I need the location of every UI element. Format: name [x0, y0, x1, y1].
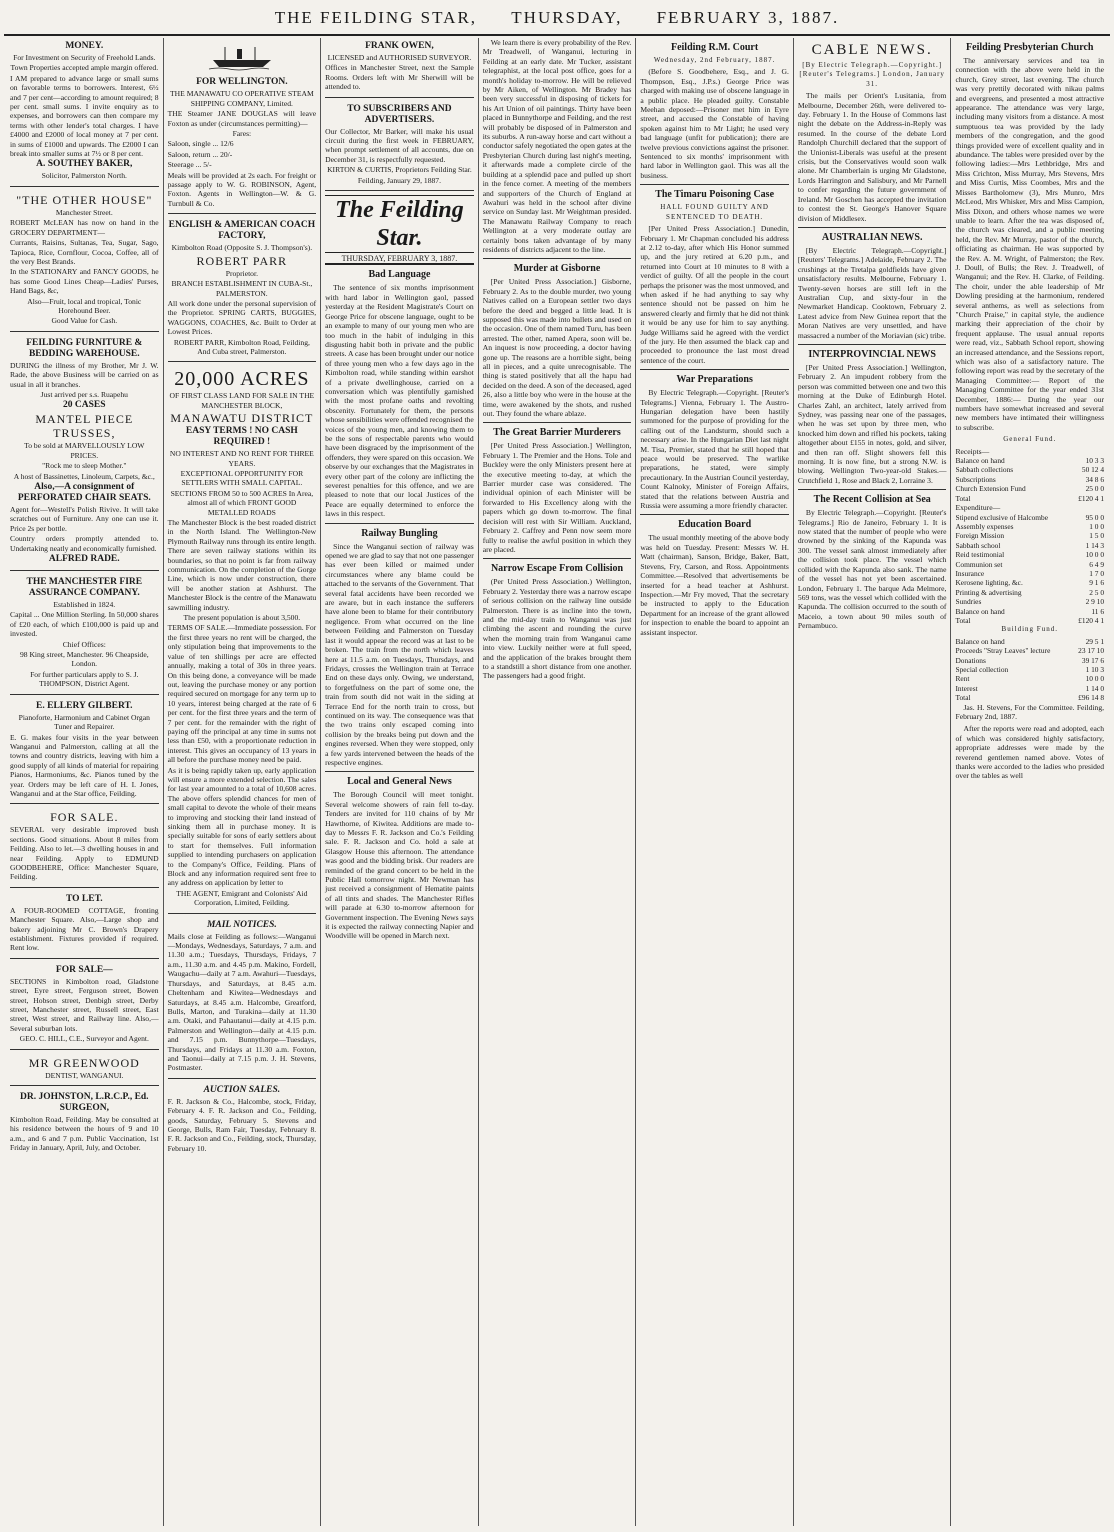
ad-title: MONEY.	[65, 41, 104, 51]
account-row	[955, 569, 1104, 578]
ad-line: Established in 1824.	[53, 600, 116, 610]
account-label: Total	[955, 493, 971, 503]
ad-line: For further particulars apply to S. J. THOMPSON, District Agent.	[30, 669, 139, 689]
account-row	[955, 522, 1104, 531]
ad-subtitle: Manchester Street.	[55, 207, 113, 217]
account-amount: 11 6	[1091, 606, 1105, 616]
article-title: The Timaru Poisoning Case	[655, 189, 775, 201]
ad-title: E. ELLERY GILBERT.	[36, 700, 133, 711]
account-row	[955, 494, 1104, 503]
mail-notices	[168, 917, 317, 1079]
account-row	[955, 513, 1104, 522]
account-label: Total	[955, 693, 971, 703]
article-body: (Per United Press Association.) Wellington, February 2. Yesterday there was a narrow escape of serious collision on the railway line outside Palmerston. There is as incline into the town, and the mid-day train to Wanganui was just climbing the ascent and rounding the curve when the morning train from Wanganui came into view. Luckily neither were at full speed, and the application of the brakes brought them to a standstill a short distance from one another. The passengers had a good fright.	[482, 577, 632, 681]
column-6	[793, 38, 951, 1526]
ad-fire-assurance	[10, 574, 159, 695]
account-label: Assembly expenses	[955, 521, 1014, 531]
ad-line: 20 CASES	[63, 400, 106, 411]
account-amount: 29 5 1	[1085, 636, 1105, 646]
accounts-label: Expenditure—	[955, 503, 1001, 513]
account-label: Sabbath school	[955, 540, 1001, 550]
divider	[640, 184, 789, 185]
article-body: By Electric Telegraph.—Copyright. [Reuter's Telegrams.] Rio de Janeiro, February 1. It is now stated that the number of people who were drowned by the sinking of the Kapunda was 300. The vessel sank almost immediately after the collision took place. The vessel which collided with the Kapunda also sank. The name of the vessel has not yet been ascertained. London, February 1. The barque Ada Melmore, 569 tons, was the vessel which collided with the Kapunda. The collision occurred to the south of Maceio, a town about 90 miles south of Pernambuco.	[797, 508, 947, 631]
ad-subscribers	[325, 101, 474, 191]
column-1	[6, 38, 163, 1526]
article-title: CABLE NEWS.	[811, 42, 933, 58]
ad-line: Also,—A consignment of PERFORATED CHAIR SEATS.	[17, 482, 151, 503]
newspaper-flag: The Feilding Star.	[325, 195, 474, 253]
ad-line: Town Properties accepted ample margin offered.	[10, 63, 159, 73]
ad-other-house	[10, 190, 159, 332]
account-label: Balance on hand	[955, 456, 1005, 466]
ad-body: Also—Fruit, local and tropical, Tonic Horehound Beer.	[27, 296, 142, 315]
ad-body: TERMS OF SALE.—Immediate possession. For the first three years no rent will be charged, the only stipulation being that improvements to the value of ten shillings per acre are effected annually, making a total of 30s in three years. On this being done, a conveyance will be made out, leaving the purchase money or any portion required secured on mortgage for any term up to 10 years, interest being charged at the rate of 6 per cent. for the first three years and the term of 7 per cent. for the remainder with the right of paying off the principal at any time in sums not less than £50, with a proportionate reduction in interest. This gives an occupancy of 13 years in all before the purchase money need be paid.	[167, 623, 317, 765]
ad-line: "Rock me to sleep Mother."	[42, 461, 127, 471]
account-row	[955, 684, 1104, 693]
article-title: Feilding R.M. Court	[670, 42, 759, 53]
account-amount: 1 7 0	[1089, 568, 1105, 578]
divider	[483, 258, 632, 259]
ad-signature: THE AGENT, Emigrant and Colonists' Aid Corporation, Limited, Feilding.	[176, 888, 308, 908]
ad-greenwood	[10, 1053, 159, 1086]
account-label: Subscriptions	[955, 474, 996, 484]
divider	[798, 489, 947, 490]
ad-money	[10, 38, 159, 187]
account-row	[955, 616, 1104, 625]
ad-line: SECTIONS FROM 50 to 500 ACRES In Area, almost all of which FRONT GOOD METALLED ROADS	[170, 488, 314, 517]
account-amount: 1 10 3	[1085, 665, 1105, 674]
article-signature: Jas. H. Stevens, For the Committee. Feilding, February 2nd, 1887.	[955, 702, 1105, 722]
ad-line: Solicitor, Palmerston North.	[41, 171, 127, 181]
ad-title: FOR SALE—	[55, 964, 113, 975]
account-amount: 9 1 6	[1089, 578, 1105, 588]
ad-body: Currants, Raisins, Sultanas, Tea, Sugar, Sago, Tapioca, Rice, Cornflour, Cocoa, Coffee, all of the very Best Brands.	[10, 238, 159, 266]
ad-title: MANTEL PIECE TRUSSES,	[35, 412, 134, 441]
article-subtitle: HALL FOUND GUILTY AND SENTENCED TO DEATH.	[660, 203, 769, 221]
ad-title: FOR SALE.	[50, 810, 119, 825]
ad-body: Agent for—Westell's Polish Rivive. It will take scratches out of Furniture. Any one can use it. Price 2s per bottle.	[10, 505, 159, 533]
account-amount: 2 9 10	[1085, 597, 1105, 607]
account-amount: 10 3 3	[1085, 456, 1105, 466]
flag-date: THURSDAY, FEBRUARY 3, 1887.	[325, 254, 474, 265]
ad-body: ROBERT McLEAN has now on hand in the GROCERY DEPARTMENT—	[10, 218, 159, 237]
page-columns	[6, 38, 1108, 1526]
account-label: Special collection	[955, 665, 1009, 674]
receipts-table	[955, 456, 1104, 503]
article-body: We learn there is every probability of the Rev. Mr Treadwell, of Wanganui, lecturing in Feilding at an early date. Mr Tucker, assistant telegraphist, at the local post office, goes for a month's holiday to-morrow. He will be relieved by Mr Aiken, of Wellington. Mr Bradey has been very successful in disposing of tickets for his Art Union of oil paintings. Thirty have been placed in Bunnythorpe and Feilding, and the rest will probably be disposed of in Palmerston and its suburbs. A run-away horse and cart without a conductor safely negotiated the open gates at the Presbyterian Church during last night's meeting, it afterwards made a complete circle of the building at a splendid pace and pulled up short in the fence corner. A meeting of the members and supporters of the Church of England at Awahuri was held in the school after divine service on Sunday last. Mr Weightman presided. The Manawatu Railway Company to reach Wellington at a very moderate outlay are certainly bons taken advantage of by many residents of districts adjacent to the line.	[482, 38, 632, 254]
account-amount: 39 17 6	[1081, 655, 1105, 665]
account-label: Sundries	[955, 597, 982, 607]
account-amount: 50 12 4	[1081, 465, 1105, 475]
account-row	[955, 665, 1104, 674]
ad-coach-factory	[168, 217, 317, 362]
column-3	[320, 38, 478, 1526]
account-row	[955, 531, 1104, 540]
ad-title: "THE OTHER HOUSE"	[16, 192, 153, 207]
accounts-heading: Building Fund.	[1001, 625, 1058, 634]
article-title: Feilding Presbyterian Church	[966, 42, 1094, 53]
ad-signature: GEO. C. HILL, C.E., Surveyor and Agent.	[19, 1034, 149, 1044]
article-dateline: Wednesday, 2nd February, 1887.	[653, 56, 776, 64]
account-label: Communion set	[955, 559, 1003, 569]
account-amount: 1 14 3	[1085, 540, 1105, 550]
account-label: Balance on hand	[955, 606, 1005, 616]
account-amount: 10 0 0	[1085, 550, 1105, 560]
divider	[325, 523, 474, 524]
account-label: Reid testimonial	[955, 550, 1005, 560]
column-5	[635, 38, 793, 1526]
ad-body: THE Steamer JANE DOUGLAS will leave Foxton as under (circumstances permitting)—	[167, 109, 317, 128]
divider	[325, 771, 474, 772]
divider	[798, 227, 947, 228]
ad-title: MR GREENWOOD	[28, 1055, 140, 1070]
ad-body: Capital ... One Million Sterling. In 50,000 shares of £20 each, of which £100,000 is paid up and invested.	[10, 610, 159, 639]
ad-line: NO INTEREST AND NO RENT FOR THREE YEARS.	[169, 449, 314, 468]
column-4	[478, 38, 636, 1526]
ad-body: A FOUR-ROOMED COTTAGE, fronting Manchester Square. Also,—Large shop and bakery adjoining Mr C. Brown's Drapery establishment. Fixtures provided if required. Rent low.	[10, 905, 159, 953]
steamship-icon	[207, 45, 277, 71]
account-amount: 10 0 0	[1085, 674, 1105, 684]
article-body: [Per United Press Association.] Wellington, February 1. The Premier and the Hons. Tole and Buckley were the only Ministers present here at the executive meeting to-day, at which the Barrier murder case was considered. The individual opinion of each Minister will be forwarded to His Excellency along with the papers which go down to-morrow. The final decision will rest with Sir William. Auckland, February 2. Caffrey and Penn now seem more fully to realise the awful position in which they are placed.	[482, 441, 632, 554]
account-row	[955, 588, 1104, 597]
ad-line: 98 King street, Manchester. 96 Cheapside, London.	[19, 650, 149, 669]
article-body: (Before S. Goodbehere, Esq., and J. G. Thompson, Esq., J.P.s.) George Price was charged with making use of obscene language in a public place. He pleaded guilty. Constable Meehan deposed:—Prisoner met him in Eyre street, and accused the Constable of having spoken against him to Mr Light; he used very bad language (unfit for publication); there are twelve previous convictions against the prisoner. Sentenced to six months' imprisonment with hard labor in Wellington gaol. This was all the business.	[640, 67, 789, 180]
account-row	[955, 465, 1104, 474]
account-amount: 1 14 0	[1085, 683, 1105, 693]
divider	[483, 422, 632, 423]
fare-line: Saloon, single ... 12/6	[167, 139, 234, 149]
ad-for-sale	[10, 807, 159, 887]
ad-subtitle: THE MANAWATU CO OPERATIVE STEAM SHIPPING COMPANY, Limited.	[170, 89, 314, 108]
ad-body: SEVERAL very desirable improved bush sections. Good situations. About 8 miles from Feilding. Also to let.—3 dwelling houses in and near Feilding. Apply to EDMUND GOODBEHERE, Office: Manchester Square, Feilding.	[10, 825, 159, 882]
account-amount: 1 0 0	[1089, 521, 1105, 531]
ad-title: TO LET.	[65, 893, 103, 904]
ad-subtitle: DENTIST, WANGANUI.	[45, 1070, 124, 1080]
article-body: The anniversary services and tea in connection with the above were held in the church, Grey street, last evening. The church was very prettily decorated with nikau palms and evergreens, and presented a most attractive appearance. The attendance was very large, including many visitors from a distance. A most sumptuous tea was provided by the lady members of the congregation, and the good things provided were of excellent quality and in abundance. The tables were presided over by the following ladies:—Mrs Lethbridge, Mrs and Miss Crichton, Miss Murray, Mrs Stevens, Mrs and Miss Curtis, Miss Coombes, Mrs and the Misses Bartholomew (3), Mrs Munro, Mrs McLeod, Mrs Whisker, Mrs and Miss Campion, Miss Dixon, and others whose names we were unable to learn. After the tea was disposed of, the church was cleared, and a public meeting held, the Rev. Mr Murray, pastor of the church, officiating as chairman. He was supported by the Rev. A. M. Wright, of Palmerston; the Rev. J. Doull, of Bulls; the Rev. J. Treadwell, of Wanganui; and the Rev. H. Clarke, of Feilding. The choir, under the able leadership of Mr Dowling presiding at the harmonium, rendered several anthems, as well as selections from "Church Praise," in capital style, the audience marking their appreciation of the choir by frequent applause. The usual annual reports were read, viz., Sabbath School report, showing an increased attendance, and the Sessions report, which was also of a satisfactory nature. The following report was read by the secretary of the Managing Committee:— Report of the Managing Committee for the year ended 31st December, 1886:— During the year our numbers have somewhat increased and several new members have intimated their willingness to subscribe.	[955, 56, 1105, 432]
account-row	[955, 656, 1104, 665]
article-body: [Per United Press Association.] Gisborne, February 2. As to the double murder, two young Natives called on a European settler two days before the deed and begged a little lead. It is supposed this was made into bullets and used on the occasion. One of them named Turu, has been arrested. The other, named Apera, soon will be. An inquest is now proceeding, a doctor having gone up. The reasons are a horrible sight, being all in pieces, and a quite unrecognisable. The thing is stated positively that all the hapu had decided on the deed. A son of the deceased, aged 26, also a little boy who were in the house at the time, were awakened by the shots, and rushed out. They found the whare ablaze.	[482, 277, 632, 419]
article-title: War Preparations	[676, 374, 753, 386]
ad-surveyor	[325, 38, 474, 98]
article-body: The sentence of six months imprisonment with hard labor in Wellington gaol, passed yesterday at the Resident Magistrate's Court on George Price for obscene language, ought to be an example to many of our young men who are too much in the habit of indulging in this disgusting habit both in private and the public streets. A case has been brought under our notice of three young men who a few days ago in the Kimbolton road, while standing within earshot of a private dwellinghouse, carried on a conversation which was plentifully garnished with the most profane oaths and revolting obscenity. Fortunately for them, the persons whose sensibilities were offended recognised the voices of the young men, and knowing them to be the sons of respectable parents who would have been disgraced by the imprisonment of the offenders, they were spared on this occasion. We observe by our exchanges that the Magistrates in every other part of the colony are inflicting the severest penalties for this offence, and we are pleased to note that our local Justices of the Peace are equally determined to enforce the laws in this respect.	[325, 283, 474, 519]
ad-signature: ROBERT PARR, Kimbolton Road, Feilding, And Cuba street, Palmerston.	[173, 337, 310, 356]
masthead	[0, 8, 1114, 28]
ad-line: EASY TERMS ! NO CASH REQUIRED !	[185, 426, 298, 448]
account-amount: 1 5 0	[1089, 531, 1105, 541]
ad-line: Feilding, January 29, 1887.	[357, 175, 441, 185]
ad-title: ROBERT PARR	[196, 253, 288, 268]
ad-title: MANAWATU DISTRICT	[170, 411, 314, 426]
article-title: The Great Barrier Murderers	[493, 427, 621, 439]
account-row	[955, 550, 1104, 559]
ad-title: THE MANCHESTER FIRE ASSURANCE COMPANY.	[26, 577, 143, 599]
ad-signature: A. SOUTHEY BAKER,	[36, 159, 133, 170]
account-amount: 95 0 0	[1085, 512, 1105, 522]
ad-manchester-block	[168, 365, 317, 913]
ad-title: DR. JOHNSTON, L.R.C.P., Ed. SURGEON,	[20, 1092, 149, 1114]
account-row	[955, 578, 1104, 587]
account-label: Stipend exclusive of Halcombe	[955, 512, 1049, 522]
account-label: Foreign Mission	[955, 531, 1005, 541]
ad-title: FEILDING FURNITURE & BEDDING WAREHOUSE.	[26, 337, 143, 359]
article-dateline: [By Electric Telegraph.—Copyright.] [Reuter's Telegrams.] London, January 31.	[799, 61, 945, 88]
account-label: Rent	[955, 674, 970, 684]
account-row	[955, 456, 1104, 465]
expenditure-table	[955, 513, 1104, 626]
building-fund-table	[955, 637, 1104, 703]
account-amount: 2 5 0	[1089, 587, 1105, 597]
account-label: Church Extension Fund	[955, 484, 1026, 494]
masthead-day: THURSDAY,	[511, 8, 623, 27]
accounts-label: Receipts—	[955, 446, 990, 456]
masthead-paper: THE FEILDING STAR,	[274, 8, 478, 27]
ad-line: Kimbolton Road (Opposite S. J. Thompson's).	[171, 243, 313, 253]
account-amount: 6 4 9	[1089, 559, 1105, 569]
ad-body: Meals will be provided at 2s each. For freight or passage apply to W. G. ROBINSON, Agent, Foxton. Agents in Wellington—W. & G. Turnbull & Co.	[167, 170, 317, 208]
section-body: F. R. Jackson & Co., Halcombe, stock, Friday, February 4. F. R. Jackson and Co., Feilding, goods, Saturday, February 5. Stevens and George, Bulls, Ram Fair, Tuesday, February 8. F. R. Jackson and Co., Feilding, stock, Thursday, February 10.	[167, 1096, 317, 1153]
ad-body: Country orders promptly attended to. Undertaking neatly and economically furnished.	[10, 534, 159, 553]
ad-line: The present population is about 3,500.	[183, 613, 301, 623]
ad-to-let	[10, 891, 159, 959]
account-label: Interest	[955, 683, 978, 693]
ad-sections	[10, 962, 159, 1050]
ad-body: Our Collector, Mr Barker, will make his usual circuit during the first week in FEBRUARY, when prompt settlement of all accounts, due on December 31, is respectfully requested.	[325, 126, 474, 164]
ad-body: E. G. makes four visits in the year between Wanganui and Palmerston, calling at all the towns and country districts, leaving with him a good supply of all kinds of material for repairing Pianos, Harmoniums, &c. Pianos tuned by the year. Orders may be left care of H. I. Jones, Wanganui and at the Star office, Feilding.	[10, 732, 159, 798]
account-amount: £120 4 1	[1078, 493, 1105, 503]
article-title: Murder at Gisborne	[513, 263, 601, 275]
article-body: [Per United Press Association.] Wellington, February 2. An impudent robbery from the person was committed between one and two this morning at the Duke of Edinburgh Hotel. Charles Zahl, an architect, lately arrived from Sydney, was passing near one of the passages, when he was set upon by three men, who knocked him down and rifled his pockets, taking altogether about £155 in notes, gold, and silver, and then ran off. Slight showers fell this morning. It is now fine, but a strong N.W. is blowing. Wellington Two-year-old Stakes.—Crutchfield 1, Rose and Black 2, Lorraine 3.	[797, 362, 947, 485]
ad-signature: KIRTON & CURTIS, Proprietors Feilding Star.	[327, 165, 472, 175]
ad-body: As it is being rapidly taken up, early application will ensure a more extended selection. The sales for last year amounted to a total of 10,608 acres. The above offers splendid chances for men of small capital to devote the whole of their means to improving and stocking their land instead of sinking them all in purchase money. It is specially suitable for sons of early settlers about to start for themselves. Full information supplied to intending purchasers on application to the Company's Office, Feilding. Plans of Block and any information required sent free to any address on application by letter to	[167, 765, 317, 888]
article-title: Narrow Escape From Collision	[490, 563, 624, 575]
accounts-heading: General Fund.	[1003, 435, 1057, 444]
divider	[798, 344, 947, 345]
ad-body: All work done under the personal supervision of the Proprietor. SPRING CARTS, BUGGIES, WAGGONS, COACHES, &c. Built to Order at Lowest Prices.	[167, 298, 317, 337]
ad-body: SECTIONS in Kimbolton road, Gladstone street, Eyre street, Ferguson street, Bowen street, Hobson street, Denbigh street, Derby street, Manchester street, Russell street, East street, West street, and Railway line. Also,—Several suburban lots.	[10, 976, 159, 1033]
ad-line: Just arrived per s.s. Ruapehu	[40, 389, 128, 399]
ad-furniture	[10, 335, 159, 571]
ad-title: 20,000 ACRES	[174, 368, 310, 391]
article-title: The Recent Collision at Sea	[813, 494, 931, 506]
account-label: Total	[955, 615, 971, 625]
account-amount: 23 17 10	[1078, 646, 1105, 656]
divider	[640, 514, 789, 515]
account-label: Donations	[955, 655, 986, 665]
article-title: Education Board	[678, 519, 752, 531]
account-row	[955, 693, 1104, 702]
ad-title: FRANK OWEN,	[365, 41, 434, 51]
article-body: By Electric Telegraph.—Copyright. [Reuter's Telegrams.] Vienna, February 1. The Austro-Hungarian delegation have been hastily summoned for the purpose of providing for the calling out of the Landsturm, should such a necessary arise. In the Hungarian Diet last night M. Tisa, Premier, stated that he still hoped that peace would be preserved. The warlike preparations, he stated, were simply precautionary. In the Austrian Council yesterday, Count Kalnoky, Minister of Foreign Affairs, stated that the relations between Austria and Russia were assuming a more friendly character.	[640, 388, 789, 511]
ad-title: TO SUBSCRIBERS AND ADVERTISERS.	[347, 103, 452, 125]
ad-line: A host of Bassinettes, Linoleum, Carpets, &c.,	[13, 471, 155, 481]
account-label: Kerosene lighting, &c.	[955, 578, 1023, 588]
ad-line: Fares:	[232, 129, 252, 139]
account-label: Balance on hand	[955, 636, 1005, 646]
ad-gilbert	[10, 698, 159, 805]
account-amount: 25 0 0	[1085, 484, 1105, 494]
account-label: Insurance	[955, 568, 985, 578]
article-body: [By Electric Telegraph.—Copyright.] [Reuters' Telegrams.] Adelaide, February 2. The crushings at the Tretalpa goldfields have given unsatisfactory results. Melbourne, February 1. Twenty-seven horses are still left in the Australian Cup, and sixty-four in the Newmarket Handicap. Cooktown, February 2. Latest advice from New Guinea report that the Moran Natives are very unsettled, and have massacred a number of the Moriavian (sic) tribe.	[797, 245, 947, 340]
ad-line: To be sold at MARVELLOUSLY LOW PRICES.	[24, 441, 145, 460]
ad-body: DURING the illness of my Brother, Mr J. W. Rade, the above Business will be carried on as usual in all it branches.	[10, 360, 159, 389]
ad-body: Offices in Manchester Street, next the Sample Rooms. Orders left with Mr Sherwill will be attended to.	[325, 63, 474, 92]
account-amount: 34 8 6	[1085, 474, 1105, 484]
account-label: Printing & advertising	[955, 587, 1022, 597]
article-title: Bad Language	[368, 269, 431, 281]
masthead-date: FEBRUARY 3, 1887.	[656, 8, 840, 27]
article-title: AUSTRALIAN NEWS.	[821, 231, 923, 243]
account-row	[955, 541, 1104, 550]
masthead-rule	[4, 34, 1110, 36]
ad-body: Kimbolton Road, Feilding. May be consulted at his residence between the hours of 9 and 10 a.m., and 6 and 7 p.m. Public Vaccination, 1st Friday in January, April, July, and October.	[10, 1115, 159, 1153]
article-body: The usual monthly meeting of the above body was held on Tuesday. Present: Messrs W. H. Watt (chairman), Sanson, Bridge, Baker, Batt, Stevens, Fry, Carson, and Ross. Appointments Committee.—Resolved that advertisements be inserted for a head teacher at Ashhurst. Inspection.—Mr Fry moved, That the secretary be instructed to apply to the Education Department for an increase of the grant allowed for inspection to enable the board to appoint an assistant inspector.	[640, 533, 789, 637]
ad-johnston	[10, 1089, 159, 1158]
section-title: AUCTION SALES.	[203, 1084, 281, 1095]
account-row	[955, 597, 1104, 606]
divider	[483, 558, 632, 559]
ad-body: In the STATIONARY and FANCY GOODS, he has some Good Lines Cheap—Ladies' Purses, Hand Bags, &c,	[10, 267, 159, 296]
account-amount: £96 14 8	[1078, 693, 1105, 703]
account-amount: £120 4 1	[1078, 615, 1105, 625]
ad-subtitle: For Investment on Security of Freehold Lands.	[13, 53, 156, 62]
article-body: [Per United Press Association.] Dunedin, February 1. Mr Chapman concluded his address at 2.12 to-day, after which His Honor summed up, and the jury retired at 6.20 p.m., and returned into Court at 10 minutes to 8 with a verdict of guilty. Of all the people in the court perhaps the prisoner was the most unmoved, and when asked if he had anything to say why sentence should not be passed on him he answered clearly and firmly that he did not think it would be any use for him to say anything. Judge Williams said he agreed with the verdict of the jury. He then assumed the black cap and proceeded to pronounce the last most dread sentence of the court.	[640, 224, 789, 365]
account-row	[955, 607, 1104, 616]
article-body: Since the Wanganui section of railway was opened we are glad to say that not one passenger has ever been killed or maimed under circumstances where any blame could be attached to the servants of the Government. That several fatal accidents have been recorded we are aware, but in each instance the sufferers have alone been to blame for their contributory negligence. From what occurred on the line between Feilding and Palmerston on Tuesday last it would appear the record was at last to be broken. The train from the north which leaves here at 11.5 a.m. on Tuesdays, Thursdays, and Fridays, crosses the Wellington train at Terrace End on these days only. Owing, we understand, to forgetfulness on the part of some one, the train from south did not wait in the siding at Terrace End for the north train to cross, but continued on its way. The consequence was that the two trains only escaped coming into collision by the breaks being put down and the engines reversed. When they were stopped, only a few yards intervened between the heads of the respective engines.	[325, 541, 474, 767]
ad-shipping	[168, 38, 317, 214]
account-row	[955, 646, 1104, 655]
fare-line: Steerage ... 5/-	[167, 160, 212, 170]
column-7	[950, 38, 1108, 1526]
ad-subtitle: OF FIRST CLASS LAND FOR SALE IN THE MANCHESTER BLOCK,	[169, 391, 315, 410]
account-label: Proceeds "Stray Leaves" lecture	[955, 646, 1051, 656]
article-body: The mails per Orient's Lusitania, from Melbourne, December 26th, were delivered to-day. February 1. In the House of Commons last night the debate on the Address-in-Reply was resumed. In the course of the debate Lord Randolph Churchill declared that the support of the Unionist-Liberals was useful at the present crisis, but the Conservatives would soon walk alone. Mr Chamberlain is urging Mr Gladstone, Lords Harrington and Salisbury, and Mr Parnell to confer regarding the future government of Ireland. Mr Goschen has accepted the invitation to contest the St. George's Hanover Square division of Middlesex.	[797, 91, 947, 223]
ad-line: Proprietor.	[225, 268, 258, 278]
divider	[640, 369, 789, 370]
fare-line: Saloon, return ... 20/-	[167, 149, 233, 159]
account-label: Sabbath collections	[955, 465, 1014, 475]
account-row	[955, 637, 1104, 646]
ad-line: Good Value for Cash.	[51, 316, 118, 326]
ad-line: EXCEPTIONAL OPPORTUNITY FOR SETTLERS WITH SMALL CAPITAL.	[180, 468, 304, 488]
ad-title: FOR WELLINGTON.	[196, 77, 288, 88]
account-row	[955, 674, 1104, 683]
ad-body: The Manchester Block is the best roaded district in the North Island. The Wellington-New Plymouth Railway runs through its entire length. There are seven railway stations within its boundaries, so that no point is far from railway communication. On the completion of the Gorge Line, which is now under construction, there will be another station at Ashhurst. The Manchester Block is the centre of the Manawatu sawmilling industry.	[167, 518, 317, 612]
ad-signature: ALFRED RADE.	[48, 554, 120, 565]
account-row	[955, 475, 1104, 484]
ad-line: BRANCH ESTABLISHMENT IN CUBA-St., PALMERSTON.	[171, 279, 313, 298]
ad-body: I AM prepared to advance large or small sums on favorable terms to borrowers. Interest, 6½ and 7 per cent—according to amount required; 8 per cent. small sums. I invite enquiry as to expenses, and borrowers can then compare my terms with other lender's total charges. I have £4000 and £2000 of local money at 7 per cent. in sums of £1000 and upwards. The £2000 I can break into smaller sums at 7½ or 8 per cent.	[10, 73, 159, 159]
section-body: Mails close at Feilding as follows:—Wanganui—Mondays, Wednesdays, Saturdays, 7 a.m. and 11.30 a.m.; Tuesdays, Thursdays, Fridays, 7 a.m., 11.30 a.m. and 4.45 p.m. Makino, Fordell, Waugachu—daily at 7 a.m. Awahuri—Tuesdays, Thursdays, and Saturdays, at 8.45 a.m. Cheltenham and Kiwitea—Wednesdays and Saturdays, at 8.45 a.m. Halcombe, Greatford, Bulls, Marton, and Turakina—daily at 11.30 a.m. Otaki, and Pahautanui—daily at 4.15 p.m. Palmerston and Wellington—daily at 4.15 p.m. and 7.15 p.m. Bunnythorpe—Tuesdays, Thursdays, and Fridays at 11.30 a.m. Foxton, and Taonui—daily at 7.15 p.m. J. H. Stevens, Postmaster.	[167, 931, 317, 1073]
ad-subtitle: Pianoforte, Harmonium and Cabinet Organ Tuner and Repairer.	[18, 712, 150, 732]
article-body: The Borough Council will meet tonight. Several welcome showers of rain fell to-day. Tenders are invited for 110 chains of by Mr Hawthorne, of Kiwitea. Additions are made to-day to Messrs F. R. Jackson and Co.'s Feilding sale. F. R. Jackson and Co. hold a sale at Glasgow House this afternoon. The attendance was good and the bidding brisk. Our readers are reminded of the grand concert to be held in the Public Hall tomorrow night. Mr Newman has just received a consignment of Hematite paints of all tints and shades. The Manchester Rifles will parade at 6.30 to-morrow afternoon for Government inspection. The Evening News says it is expected the railway connecting Napier and Woodville will be opened in March next.	[325, 790, 474, 941]
account-row	[955, 484, 1104, 493]
ad-subtitle: LICENSED and AUTHORISED SURVEYOR.	[327, 53, 472, 62]
section-title: MAIL NOTICES.	[206, 919, 277, 930]
ad-title: ENGLISH & AMERICAN COACH FACTORY,	[168, 220, 316, 242]
article-title: Railway Bungling	[361, 527, 438, 539]
article-body: After the reports were read and adopted, each of which was considered highly satisfactory, appropriate addresses were made by the reverend gentlemen named above. Votes of thanks were accorded to the ladies who presided over the tables as well	[955, 724, 1105, 781]
auction-sales	[168, 1082, 317, 1158]
article-title: Local and General News	[347, 776, 452, 788]
ad-line: Chief Offices:	[62, 639, 106, 649]
account-row	[955, 560, 1104, 569]
column-2	[163, 38, 321, 1526]
article-title: INTERPROVINCIAL NEWS	[808, 348, 936, 360]
